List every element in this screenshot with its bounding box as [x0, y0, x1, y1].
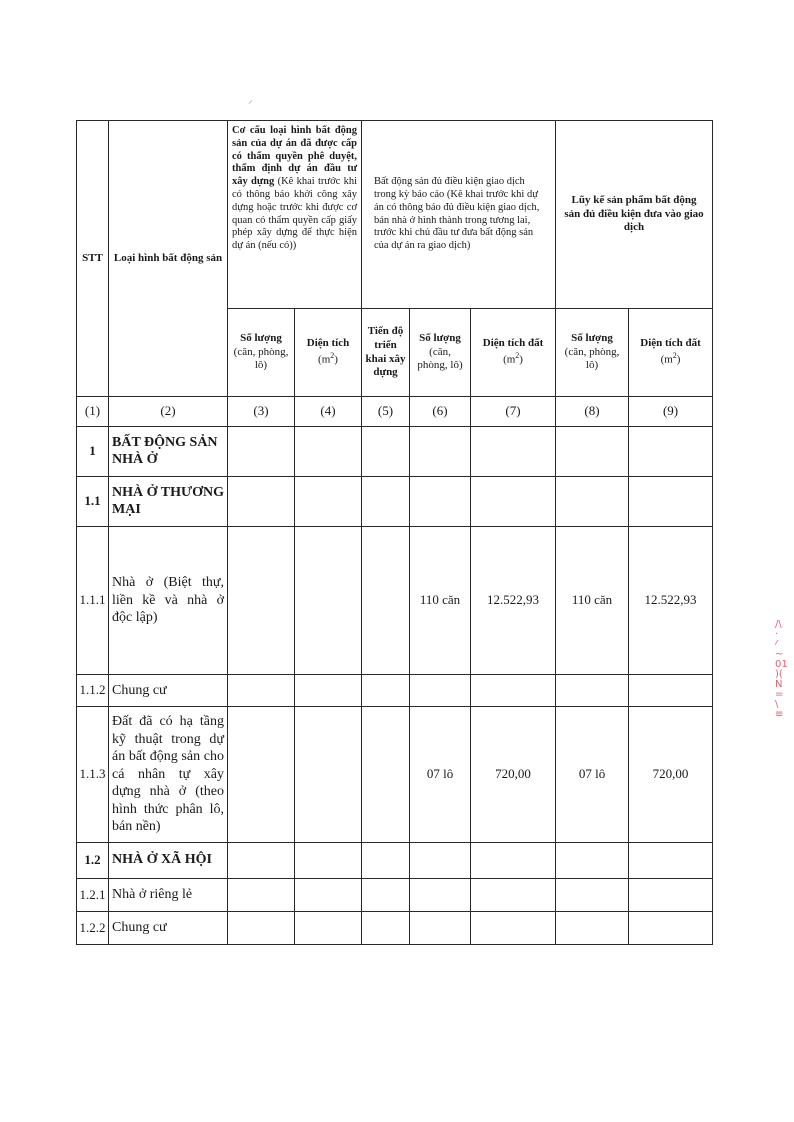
table-row: [77, 527, 713, 675]
header-eligible-main: Bất động sản đủ điều kiện giao dịch trong kỳ báo cáo: [374, 176, 525, 200]
column-index: (9): [629, 397, 713, 427]
row-cum-area: [629, 477, 713, 527]
real-estate-report-table: [76, 120, 713, 945]
column-index: (7): [471, 397, 556, 427]
table-row: [77, 879, 713, 912]
header-approved-structure-title: Cơ cấu loại hình bất động sản của dự án đã được cấp có thẩm quyền phê duyệt, thẩm định dự án đầu tư xây dựng: [232, 125, 358, 188]
column-index: (2): [109, 397, 228, 427]
header-qty-8-unit: (căn, phòng, lô): [564, 345, 620, 372]
row-area: [471, 843, 556, 879]
table-row: [77, 912, 713, 945]
table-row: [77, 477, 713, 527]
header-area-4-unit: (m: [318, 353, 331, 366]
row-name: Chung cư: [109, 912, 228, 945]
row-cum-area: [629, 879, 713, 912]
row-cum-qty: [556, 843, 629, 879]
column-index: (5): [362, 397, 410, 427]
red-stamp-fragment: /\ · ⁄ ~ 01 )( N = \ ≡: [775, 620, 788, 720]
row-qty: 07 lô: [410, 707, 471, 843]
row-stt: 1.2.1: [77, 879, 109, 912]
header-land-area-7-label: Diện tích đất: [482, 337, 544, 350]
row-area: 12.522,93: [471, 527, 556, 675]
row-cum-qty: [556, 477, 629, 527]
row-name: BẤT ĐỘNG SẢN NHÀ Ở: [109, 427, 228, 477]
row-name: Nhà ở (Biệt thự, liền kề và nhà ở độc lập): [109, 527, 228, 675]
column-index-row: [77, 397, 713, 427]
header-area-4-sup: 2: [330, 351, 335, 361]
table-row: [77, 707, 713, 843]
row-cum-area: [629, 427, 713, 477]
header-area-4: [295, 309, 362, 397]
table-row: [77, 675, 713, 707]
row-qty: 110 căn: [410, 527, 471, 675]
scan-mark: ⸝: [248, 95, 253, 106]
row-cum-qty: [556, 879, 629, 912]
column-index: (4): [295, 397, 362, 427]
row-cum-qty: [556, 675, 629, 707]
row-qty: [410, 477, 471, 527]
row-cum-area: [629, 912, 713, 945]
row-cum-area: 720,00: [629, 707, 713, 843]
header-land-area-9-unit: (m: [660, 353, 673, 366]
column-index: (8): [556, 397, 629, 427]
header-qty-6: [410, 309, 471, 397]
header-progress: Tiến độ triển khai xây dựng: [362, 309, 410, 397]
column-index: (6): [410, 397, 471, 427]
header-qty-8: [556, 309, 629, 397]
header-eligible-in-period: [362, 121, 556, 309]
header-land-area-9-label: Diện tích đất: [640, 337, 701, 350]
header-property-type: Loại hình bất động sản: [109, 121, 228, 397]
row-area: 720,00: [471, 707, 556, 843]
row-area: [471, 675, 556, 707]
row-area: [471, 427, 556, 477]
header-land-area-7-unit: (m: [503, 353, 516, 366]
header-qty-8-label: Số lượng: [571, 331, 613, 344]
column-index: (1): [77, 397, 109, 427]
header-land-area-9-close: ): [676, 353, 681, 366]
row-qty: [410, 427, 471, 477]
header-land-area-9-sup: 2: [672, 351, 677, 361]
row-stt: 1.1: [77, 477, 109, 527]
row-cum-area: 12.522,93: [629, 527, 713, 675]
row-qty: [410, 912, 471, 945]
header-land-area-9: [629, 309, 713, 397]
header-land-area-7-close: ): [519, 353, 523, 366]
table-row: [77, 843, 713, 879]
header-qty-3: [228, 309, 295, 397]
row-cum-qty: 110 căn: [556, 527, 629, 675]
header-area-4-label: Diện tích: [306, 337, 350, 350]
row-stt: 1.2.2: [77, 912, 109, 945]
row-stt: 1.1.3: [77, 707, 109, 843]
row-cum-qty: 07 lô: [556, 707, 629, 843]
header-land-area-7-sup: 2: [515, 351, 520, 361]
row-qty: [410, 879, 471, 912]
row-area: [471, 912, 556, 945]
row-name: NHÀ Ở XÃ HỘI: [109, 843, 228, 879]
row-qty: [410, 843, 471, 879]
row-cum-area: [629, 843, 713, 879]
row-area: [471, 879, 556, 912]
header-area-4-close: ): [334, 353, 338, 366]
row-qty: [410, 675, 471, 707]
header-qty-3-unit: (căn, phòng, lô): [233, 345, 289, 372]
header-qty-6-unit: (căn, phòng, lô): [417, 345, 463, 372]
row-name: NHÀ Ở THƯƠNG MẠI: [109, 477, 228, 527]
row-stt: 1: [77, 427, 109, 477]
row-stt: 1.2: [77, 843, 109, 879]
column-index: (3): [228, 397, 295, 427]
header-qty-6-label: Số lượng: [419, 331, 461, 344]
row-name: Chung cư: [109, 675, 228, 707]
header-land-area-7: [471, 309, 556, 397]
row-name: Đất đã có hạ tầng kỹ thuật trong dự án bất động sản cho cá nhân tự xây dựng nhà ở (theo hình thức phân lô, bán nền): [109, 707, 228, 843]
row-cum-area: [629, 675, 713, 707]
header-cumulative: Lũy kế sản phẩm bất động sản đủ điều kiện đưa vào giao dịch: [556, 121, 713, 309]
header-eligible-note: (Kê khai trước khi dự án có thông báo đủ điều kiện giao dịch, bán nhà ở hình thành trong tương lai, trước khi chủ đầu tư đưa bất động sản của dự án ra giao dịch): [374, 188, 540, 252]
header-approved-structure: [228, 121, 362, 309]
header-qty-3-label: Số lượng: [240, 331, 282, 344]
row-cum-qty: [556, 427, 629, 477]
header-approved-structure-note: (Kê khai trước khi có thông báo khởi công xây dựng hoặc trước khi được cơ quan có thẩm quyền cấp giấy phép xây dựng để thực hiện dự án (nếu có)): [232, 176, 358, 252]
row-stt: 1.1.1: [77, 527, 109, 675]
row-name: Nhà ở riêng lẻ: [109, 879, 228, 912]
row-stt: 1.1.2: [77, 675, 109, 707]
row-cum-qty: [556, 912, 629, 945]
row-area: [471, 477, 556, 527]
table-row: [77, 427, 713, 477]
header-row-1: [77, 121, 713, 309]
header-stt: STT: [77, 121, 109, 397]
